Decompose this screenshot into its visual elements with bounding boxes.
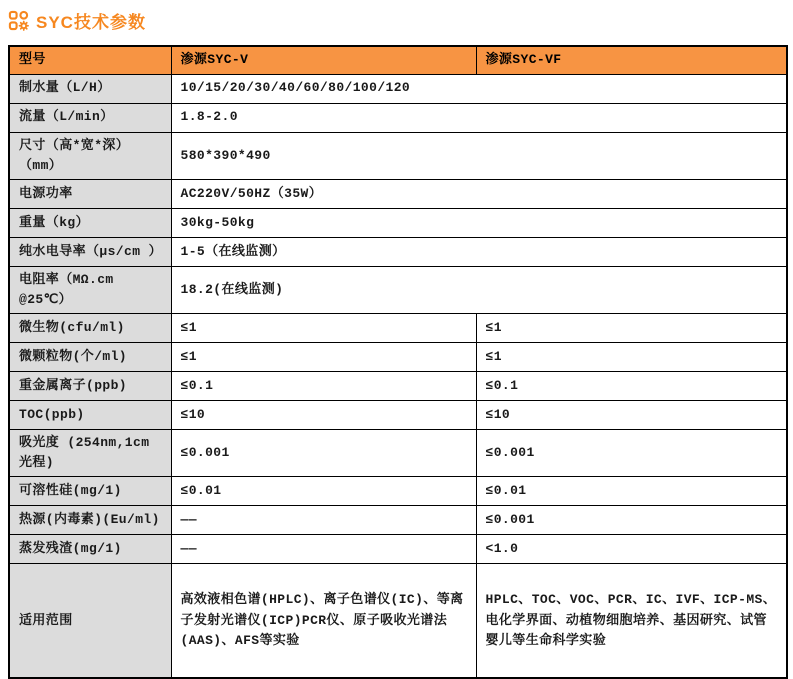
row-label: 微生物(cfu/ml) [9, 314, 171, 343]
page-title: SYC技术参数 [36, 12, 146, 32]
row-label: 制水量（L/H） [9, 74, 171, 103]
row-value-syc-vf: <1.0 [476, 535, 787, 564]
table-row [9, 477, 787, 506]
column-header-syc-v: 渗源SYC-V [171, 46, 476, 74]
row-value-syc-v: ≤1 [171, 314, 476, 343]
row-value-syc-vf: ≤0.01 [476, 477, 787, 506]
row-value-syc-vf: ≤0.1 [476, 372, 787, 401]
row-label: 重量（kg） [9, 208, 171, 237]
table-row [9, 564, 787, 678]
row-value-merged: 1-5（在线监测） [171, 237, 787, 266]
table-row [9, 535, 787, 564]
row-label: 流量（L/min） [9, 103, 171, 132]
section-title-bar [8, 9, 786, 31]
table-row [9, 237, 787, 266]
row-value-syc-v: ≤10 [171, 401, 476, 430]
row-label: 电阻率（MΩ.cm @25℃） [9, 266, 171, 313]
row-label: 纯水电导率（μs/cm ） [9, 237, 171, 266]
table-row [9, 266, 787, 313]
table-row [9, 208, 787, 237]
spec-table-body [9, 74, 787, 678]
row-label: 重金属离子(ppb) [9, 372, 171, 401]
apps-gear-icon [8, 10, 29, 31]
table-row [9, 314, 787, 343]
spec-table [8, 45, 788, 679]
row-value-merged: 18.2(在线监测) [171, 266, 787, 313]
row-label: TOC(ppb) [9, 401, 171, 430]
row-value-syc-v: —— [171, 506, 476, 535]
row-value-merged: AC220V/50HZ（35W） [171, 179, 787, 208]
table-row [9, 343, 787, 372]
row-value-syc-v: —— [171, 535, 476, 564]
table-row [9, 74, 787, 103]
row-label: 尺寸（高*宽*深） （mm） [9, 132, 171, 179]
row-label: 可溶性硅(mg/1) [9, 477, 171, 506]
table-row [9, 103, 787, 132]
table-row [9, 430, 787, 477]
row-value-syc-vf: HPLC、TOC、VOC、PCR、IC、IVF、ICP-MS、电化学界面、动植物细胞培养、基因研究、试管婴儿等生命科学实验 [476, 564, 787, 678]
row-label: 适用范围 [9, 564, 171, 678]
row-value-syc-v: ≤0.01 [171, 477, 476, 506]
table-row [9, 179, 787, 208]
column-header-model: 型号 [9, 46, 171, 74]
table-row [9, 372, 787, 401]
row-value-syc-vf: ≤0.001 [476, 506, 787, 535]
row-value-syc-v: 高效液相色谱(HPLC)、离子色谱仪(IC)、等离子发射光谱仪(ICP)PCR仪、原子吸收光谱法(AAS)、AFS等实验 [171, 564, 476, 678]
row-value-syc-vf: ≤10 [476, 401, 787, 430]
row-label: 电源功率 [9, 179, 171, 208]
row-value-merged: 10/15/20/30/40/60/80/100/120 [171, 74, 787, 103]
table-row [9, 401, 787, 430]
row-value-syc-v: ≤0.1 [171, 372, 476, 401]
row-value-merged: 1.8-2.0 [171, 103, 787, 132]
row-value-syc-vf: ≤0.001 [476, 430, 787, 477]
column-header-syc-vf: 渗源SYC-VF [476, 46, 787, 74]
row-value-syc-vf: ≤1 [476, 343, 787, 372]
table-header-row [9, 46, 787, 74]
table-row [9, 132, 787, 179]
row-label: 吸光度 (254nm,1cm光程) [9, 430, 171, 477]
row-label: 微颗粒物(个/ml) [9, 343, 171, 372]
row-label: 蒸发残渣(mg/1) [9, 535, 171, 564]
row-label: 热源(内毒素)(Eu/ml) [9, 506, 171, 535]
row-value-syc-vf: ≤1 [476, 314, 787, 343]
row-value-syc-v: ≤1 [171, 343, 476, 372]
table-row [9, 506, 787, 535]
row-value-merged: 580*390*490 [171, 132, 787, 179]
row-value-syc-v: ≤0.001 [171, 430, 476, 477]
row-value-merged: 30kg-50kg [171, 208, 787, 237]
